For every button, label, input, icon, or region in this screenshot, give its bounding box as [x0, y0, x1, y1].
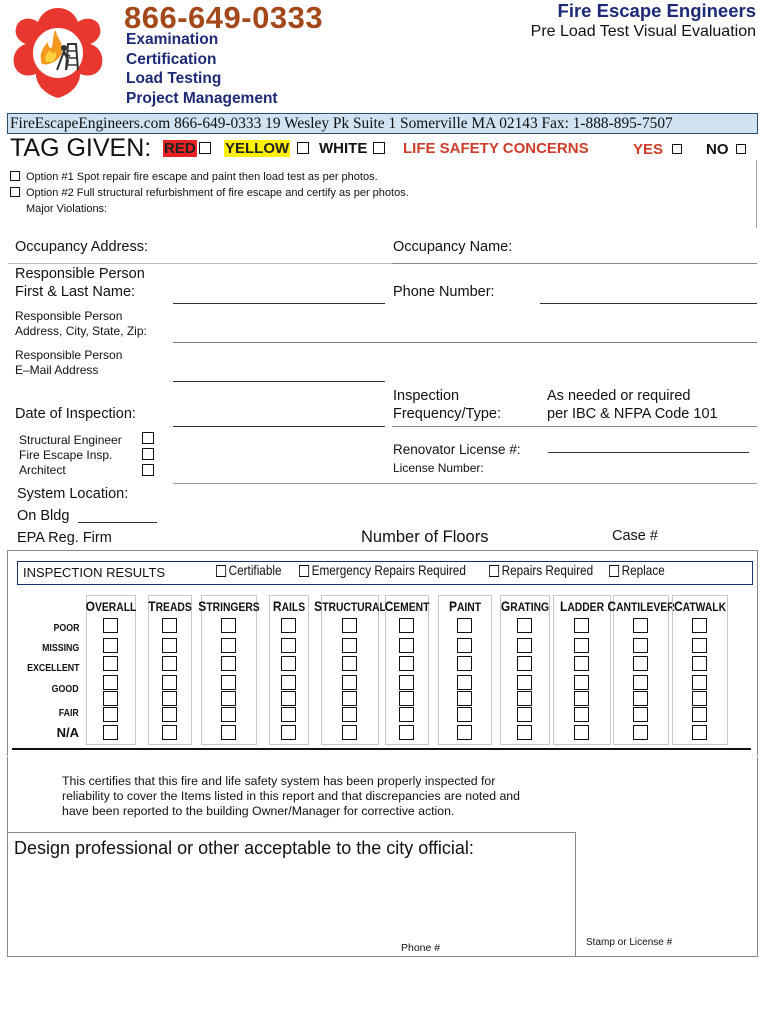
on-bldg-label: On Bldg — [17, 508, 70, 524]
checkbox-treads-na[interactable] — [162, 707, 177, 722]
checkbox-structural-extra[interactable] — [342, 725, 357, 740]
column-header-rest: AILS — [281, 600, 306, 614]
checkbox-cantilever-na[interactable] — [633, 707, 648, 722]
life-safety-no-label: NO — [706, 141, 729, 158]
column-header-initial: S — [314, 598, 323, 614]
checkbox-catwalk-good[interactable] — [692, 675, 707, 690]
as-needed-text-2: per IBC & NFPA Code 101 — [547, 406, 718, 422]
results-left-border — [7, 550, 8, 756]
occupancy-name-label: Occupancy Name: — [393, 239, 513, 255]
column-header-initial: P — [448, 598, 457, 614]
service-examination: Examination — [126, 31, 219, 48]
checkbox-ladder-fair[interactable] — [574, 691, 589, 706]
checkbox-treads-poor[interactable] — [162, 618, 177, 633]
column-header-rest: RATING — [510, 600, 550, 614]
column-header-initial: S — [198, 598, 207, 614]
checkbox-catwalk-extra[interactable] — [692, 725, 707, 740]
checkbox-rails-missing[interactable] — [281, 638, 296, 653]
column-header-rest: ATWALK — [682, 600, 727, 614]
result-repairs-required-checkbox[interactable] — [489, 565, 499, 577]
checkbox-grating-poor[interactable] — [517, 618, 532, 633]
checkbox-treads-excellent[interactable] — [162, 656, 177, 671]
life-safety-no-checkbox[interactable] — [736, 144, 746, 154]
license-number-label: License Number: — [393, 461, 484, 475]
occupancy-address-label: Occupancy Address: — [15, 239, 148, 255]
checkbox-paint-na[interactable] — [457, 707, 472, 722]
tag-given-label: TAG GIVEN: — [10, 134, 152, 162]
resp-email-label-2: E–Mail Address — [15, 363, 99, 377]
option-2-checkbox[interactable] — [10, 187, 20, 197]
column-header-rest: EMENT — [393, 600, 430, 614]
checkbox-overall-good[interactable] — [103, 675, 118, 690]
checkbox-paint-extra[interactable] — [457, 725, 472, 740]
form-subtitle: Pre Load Test Visual Evaluation — [530, 23, 756, 40]
checkbox-stringers-good[interactable] — [221, 675, 236, 690]
responsible-person-label-2: First & Last Name: — [15, 284, 136, 300]
checkbox-ladder-good[interactable] — [574, 675, 589, 690]
result-replace — [609, 562, 665, 578]
epa-reg-firm-label: EPA Reg. Firm — [17, 530, 112, 546]
result-repairs-required-label: Repairs Required — [501, 562, 594, 578]
architect-label: Architect — [19, 463, 66, 477]
structural-engineer-label: Structural Engineer — [19, 433, 122, 447]
checkbox-catwalk-missing[interactable] — [692, 638, 707, 653]
renovator-license-field[interactable] — [548, 452, 749, 453]
checkbox-treads-extra[interactable] — [162, 725, 177, 740]
contact-line: FireEscapeEngineers.com 866-649-0333 19 Wesley Pk Suite 1 Somerville MA 02143 Fax: 1-888-895-7507 — [10, 115, 673, 132]
row-label-missing: MISSING — [41, 643, 79, 654]
row-label-fair: FAIR — [58, 708, 79, 719]
responsible-person-label-1: Responsible Person — [15, 266, 145, 282]
major-violations-label: Major Violations: — [26, 203, 108, 215]
certification-line-1: This certifies that this fire and life safety system has been properly inspected for — [62, 774, 496, 788]
cert-right-border — [757, 757, 758, 957]
life-safety-yes-checkbox[interactable] — [672, 144, 682, 154]
column-header-rest: VERALL — [95, 600, 137, 614]
checkbox-structural-missing[interactable] — [342, 638, 357, 653]
checkbox-stringers-excellent[interactable] — [221, 656, 236, 671]
row-label-poor: POOR — [53, 623, 79, 634]
license-number-line — [173, 483, 757, 484]
option-area-edge — [756, 160, 757, 228]
checkbox-stringers-na[interactable] — [221, 707, 236, 722]
checkbox-cement-na[interactable] — [399, 707, 414, 722]
checkbox-grating-excellent[interactable] — [517, 656, 532, 671]
checkbox-overall-extra[interactable] — [103, 725, 118, 740]
certification-line-3: have been reported to the building Owner/Manager for corrective action. — [62, 804, 455, 818]
checkbox-structural-excellent[interactable] — [342, 656, 357, 671]
checkbox-cement-missing[interactable] — [399, 638, 414, 653]
checkbox-paint-poor[interactable] — [457, 618, 472, 633]
checkbox-stringers-missing[interactable] — [221, 638, 236, 653]
checkbox-grating-good[interactable] — [517, 675, 532, 690]
tag-yellow-label: YELLOW — [225, 140, 290, 157]
row-label-excellent: EXCELLENT — [26, 663, 79, 674]
result-certifiable-label: Certifiable — [228, 562, 282, 578]
checkbox-cement-excellent[interactable] — [399, 656, 414, 671]
checkbox-overall-missing[interactable] — [103, 638, 118, 653]
design-professional-label: Design professional or other acceptable to the city official: — [14, 838, 474, 858]
column-header-rest: ADDER — [567, 600, 605, 614]
checkbox-overall-poor[interactable] — [103, 618, 118, 633]
grid-bottom-rule — [12, 748, 751, 750]
result-emergency-repairs — [299, 562, 466, 578]
column-header-initial: C — [607, 598, 617, 614]
checkbox-cantilever-missing[interactable] — [633, 638, 648, 653]
inspection-results-title: INSPECTION RESULTS — [23, 565, 166, 580]
life-safety-yes-label: YES — [633, 141, 664, 158]
checkbox-structural-good[interactable] — [342, 675, 357, 690]
checkbox-cement-good[interactable] — [399, 675, 414, 690]
checkbox-structural-na[interactable] — [342, 707, 357, 722]
architect-checkbox[interactable] — [142, 464, 154, 476]
result-replace-label: Replace — [621, 562, 665, 578]
checkbox-ladder-poor[interactable] — [574, 618, 589, 633]
occupancy-name-line — [392, 263, 757, 264]
column-header-initial: R — [272, 598, 282, 614]
result-replace-checkbox[interactable] — [609, 565, 619, 577]
date-of-inspection-field[interactable] — [173, 426, 385, 427]
results-top-border — [7, 550, 758, 551]
option-1 — [10, 171, 378, 183]
row-label-na: N/A — [56, 725, 79, 740]
column-header-rest: TRUCTURAL — [322, 600, 386, 614]
checkbox-rails-fair[interactable] — [281, 691, 296, 706]
results-right-border — [757, 550, 758, 756]
fire-department-maltese-cross-logo — [8, 6, 108, 102]
checkbox-stringers-fair[interactable] — [221, 691, 236, 706]
checkbox-overall-excellent[interactable] — [103, 656, 118, 671]
checkbox-rails-excellent[interactable] — [281, 656, 296, 671]
checkbox-stringers-extra[interactable] — [221, 725, 236, 740]
column-header-initial: C — [384, 598, 394, 614]
checkbox-overall-na[interactable] — [103, 707, 118, 722]
checkbox-cantilever-good[interactable] — [633, 675, 648, 690]
inspection-frequency-line — [392, 426, 757, 427]
on-bldg-field[interactable] — [78, 522, 157, 523]
checkbox-cantilever-excellent[interactable] — [633, 656, 648, 671]
life-safety-concerns-label: LIFE SAFETY CONCERNS — [403, 140, 589, 157]
phone-label: Phone # — [401, 942, 441, 954]
checkbox-rails-na[interactable] — [281, 707, 296, 722]
column-header-rest: TRINGERS — [206, 600, 260, 614]
checkbox-treads-good[interactable] — [162, 675, 177, 690]
option-1-checkbox[interactable] — [10, 171, 20, 181]
as-needed-text-1: As needed or required — [547, 388, 691, 404]
checkbox-paint-fair[interactable] — [457, 691, 472, 706]
number-of-floors-label: Number of Floors — [361, 528, 489, 546]
fire-escape-insp-label: Fire Escape Insp. — [19, 448, 113, 462]
checkbox-structural-poor[interactable] — [342, 618, 357, 633]
checkbox-grating-fair[interactable] — [517, 691, 532, 706]
checkbox-catwalk-fair[interactable] — [692, 691, 707, 706]
tag-white-checkbox[interactable] — [373, 142, 385, 154]
checkbox-overall-fair[interactable] — [103, 691, 118, 706]
option-2 — [10, 187, 409, 199]
checkbox-catwalk-excellent[interactable] — [692, 656, 707, 671]
checkbox-treads-missing[interactable] — [162, 638, 177, 653]
system-location-label: System Location: — [17, 486, 129, 502]
company-name: Fire Escape Engineers — [557, 0, 756, 21]
checkbox-structural-fair[interactable] — [342, 691, 357, 706]
inspection-frequency-label-1: Inspection — [393, 388, 460, 404]
service-load-testing: Load Testing — [126, 70, 222, 87]
checkbox-rails-extra[interactable] — [281, 725, 296, 740]
checkbox-cantilever-poor[interactable] — [633, 618, 648, 633]
checkbox-paint-excellent[interactable] — [457, 656, 472, 671]
checkbox-cantilever-extra[interactable] — [633, 725, 648, 740]
option-2-text: Option #2 Full structural refurbishment of fire escape and certify as per photos. — [26, 187, 409, 199]
result-emergency-repairs-label: Emergency Repairs Required — [311, 562, 466, 578]
checkbox-paint-missing[interactable] — [457, 638, 472, 653]
tag-white-label: WHITE — [319, 140, 368, 157]
column-header-initial: O — [85, 598, 96, 614]
phone-number-label: Phone Number: — [393, 284, 495, 300]
service-certification: Certification — [126, 51, 217, 68]
occupancy-address-line — [8, 263, 392, 264]
column-header-initial: L — [559, 598, 568, 614]
result-emergency-repairs-checkbox[interactable] — [299, 565, 309, 577]
certification-line-2: reliability to cover the Items listed in this report and that discrepancies are noted and — [62, 789, 520, 803]
checkbox-treads-fair[interactable] — [162, 691, 177, 706]
row-label-good: GOOD — [52, 684, 79, 695]
checkbox-cantilever-fair[interactable] — [633, 691, 648, 706]
checkbox-cement-poor[interactable] — [399, 618, 414, 633]
stamp-license-label: Stamp or License # — [586, 937, 673, 948]
checkbox-grating-extra[interactable] — [517, 725, 532, 740]
inspection-frequency-label-2: Frequency/Type: — [393, 406, 501, 422]
checkbox-catwalk-na[interactable] — [692, 707, 707, 722]
checkbox-ladder-na[interactable] — [574, 707, 589, 722]
column-header-catwalk — [661, 598, 738, 614]
checkbox-rails-good[interactable] — [281, 675, 296, 690]
contact-bar — [7, 113, 758, 134]
checkbox-catwalk-poor[interactable] — [692, 618, 707, 633]
checkbox-ladder-extra[interactable] — [574, 725, 589, 740]
resp-address-field[interactable] — [173, 342, 757, 343]
column-header-initial: C — [673, 598, 683, 614]
result-certifiable-checkbox[interactable] — [216, 565, 226, 577]
case-number-label: Case # — [612, 528, 658, 544]
phone-number-field[interactable] — [540, 303, 757, 304]
checkbox-ladder-excellent[interactable] — [574, 656, 589, 671]
result-certifiable — [216, 562, 282, 578]
checkbox-rails-poor[interactable] — [281, 618, 296, 633]
checkbox-paint-good[interactable] — [457, 675, 472, 690]
option-1-text: Option #1 Spot repair fire escape and paint then load test as per photos. — [26, 171, 378, 183]
tag-red-label: RED — [164, 140, 196, 157]
checkbox-cement-extra[interactable] — [399, 725, 414, 740]
resp-address-label-1: Responsible Person — [15, 309, 123, 323]
checkbox-stringers-poor[interactable] — [221, 618, 236, 633]
tag-red-checkbox[interactable] — [199, 142, 211, 154]
date-of-inspection-label: Date of Inspection: — [15, 406, 136, 422]
resp-address-label-2: Address, City, State, Zip: — [15, 324, 147, 338]
responsible-person-name-field[interactable] — [173, 303, 385, 304]
resp-email-label-1: Responsible Person — [15, 348, 123, 362]
fire-escape-insp-checkbox[interactable] — [142, 448, 154, 460]
phone-headline: 866-649-0333 — [124, 0, 324, 35]
certification-statement — [62, 774, 520, 819]
result-repairs-required — [489, 562, 593, 578]
checkbox-cement-fair[interactable] — [399, 691, 414, 706]
column-header-rest: ANTILEVER — [616, 600, 675, 614]
checkbox-grating-missing[interactable] — [517, 638, 532, 653]
column-header-rest: READS — [155, 600, 192, 614]
checkbox-ladder-missing[interactable] — [574, 638, 589, 653]
service-project-management: Project Management — [126, 90, 278, 107]
column-header-rest: AINT — [456, 600, 482, 614]
column-header-initial: G — [500, 598, 511, 614]
tag-yellow-checkbox[interactable] — [297, 142, 309, 154]
structural-engineer-checkbox[interactable] — [142, 432, 154, 444]
checkbox-grating-na[interactable] — [517, 707, 532, 722]
column-header-initial: T — [148, 598, 156, 614]
renovator-license-label: Renovator License #: — [393, 442, 521, 457]
resp-email-field[interactable] — [173, 381, 385, 382]
